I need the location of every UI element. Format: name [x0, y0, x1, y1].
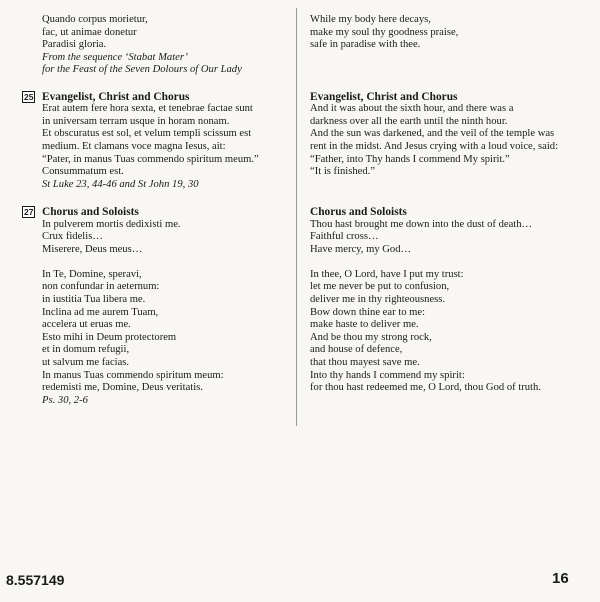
source-citation: Ps. 30, 2-6 [42, 394, 88, 406]
track-number-badge: 25 [24, 91, 34, 102]
text-line: make haste to deliver me. [310, 319, 419, 331]
text-line: make my soul thy goodness praise, [310, 26, 459, 38]
text-line: rent in the midst. And Jesus crying with a loud voice, said: [310, 140, 559, 152]
source-citation: for the Feast of the Seven Dolours of Our Lady [42, 64, 242, 76]
text-line: In Te, Domine, speravi, [42, 268, 142, 280]
english-intro [310, 14, 580, 77]
text-line: in iustitia Tua libera me. [42, 294, 146, 306]
text-line: let me never be put to confusion, [310, 281, 450, 293]
text-line: Into thy hands I commend my spirit: [310, 369, 465, 381]
text-line: Consummatum est. [42, 166, 124, 178]
text-line: Faithful cross… [310, 231, 379, 243]
text-line: redemisti me, Domine, Deus veritatis. [42, 382, 203, 394]
text-line: Inclina ad me aurem Tuam, [42, 306, 159, 318]
section-heading: Chorus and Soloists [310, 205, 407, 218]
source-citation: From the sequence ‘Stabat Mater’ [42, 51, 188, 63]
text-line: ut salvum me facias. [42, 357, 130, 369]
text-line: While my body here decays, [310, 14, 431, 25]
text-line: in universam terram usque in horam nonam. [42, 115, 230, 127]
latin-section-25 [24, 90, 312, 192]
text-line: et in domum refugii, [42, 344, 130, 356]
text-line: accelera ut eruas me. [42, 319, 131, 331]
text-line: for thou hast redeemed me, O Lord, thou God of truth. [310, 382, 541, 394]
text-line: “It is finished.” [310, 166, 376, 178]
text-line: Quando corpus morietur, [42, 14, 148, 25]
section-heading: Evangelist, Christ and Chorus [42, 90, 190, 103]
text-line: In thee, O Lord, have I put my trust: [310, 268, 464, 280]
english-section-27 [310, 206, 580, 395]
text-line: Esto mihi in Deum protectorem [42, 331, 177, 343]
section-heading: Chorus and Soloists [42, 205, 139, 218]
text-line: And be thou my strong rock, [310, 331, 432, 343]
english-column [310, 14, 580, 395]
text-line: Bow down thine ear to me: [310, 306, 426, 318]
text-line: “Father, into Thy hands I commend My spirit.” [310, 153, 510, 165]
text-line: that thou mayest save me. [310, 357, 420, 369]
text-line: In pulverem mortis dedixisti me. [42, 218, 181, 230]
text-line: And it was about the sixth hour, and there was a [310, 103, 514, 115]
text-line: and house of defence, [310, 344, 403, 356]
catalog-number: 8.557149 [6, 572, 65, 588]
page-number: 16 [552, 570, 569, 587]
text-line: And the sun was darkened, and the veil of the temple was [310, 128, 555, 140]
text-line: Et obscuratus est sol, et velum templi scissum est [42, 128, 252, 140]
text-line: Have mercy, my God… [310, 243, 412, 255]
section-heading: Evangelist, Christ and Chorus [310, 90, 458, 103]
latin-intro [42, 14, 312, 77]
english-section-25 [310, 91, 580, 192]
text-line: safe in paradise with thee. [310, 39, 421, 51]
text-line: Erat autem fere hora sexta, et tenebrae factae sunt [42, 103, 253, 115]
text-line: “Pater, in manus Tuas commendo spiritum meum.” [42, 153, 259, 165]
source-citation: St Luke 23, 44-46 and St John 19, 30 [42, 178, 199, 190]
track-number-badge: 27 [24, 206, 34, 217]
text-line: Paradisi gloria. [42, 39, 107, 51]
latin-column [24, 14, 312, 407]
text-line: deliver me in thy righteousness. [310, 294, 446, 306]
text-line: fac, ut animae donetur [42, 26, 137, 38]
text-line: non confundar in aeternum: [42, 281, 160, 293]
text-line: Crux fidelis… [42, 231, 103, 243]
text-line: In manus Tuas commendo spiritum meum: [42, 369, 224, 381]
text-line: medium. Et clamans voce magna Iesus, ait: [42, 140, 226, 152]
text-line: Miserere, Deus meus… [42, 243, 143, 255]
latin-section-27 [24, 205, 312, 408]
text-line: Thou hast brought me down into the dust of death… [310, 218, 533, 230]
text-line: darkness over all the earth until the ninth hour. [310, 115, 508, 127]
